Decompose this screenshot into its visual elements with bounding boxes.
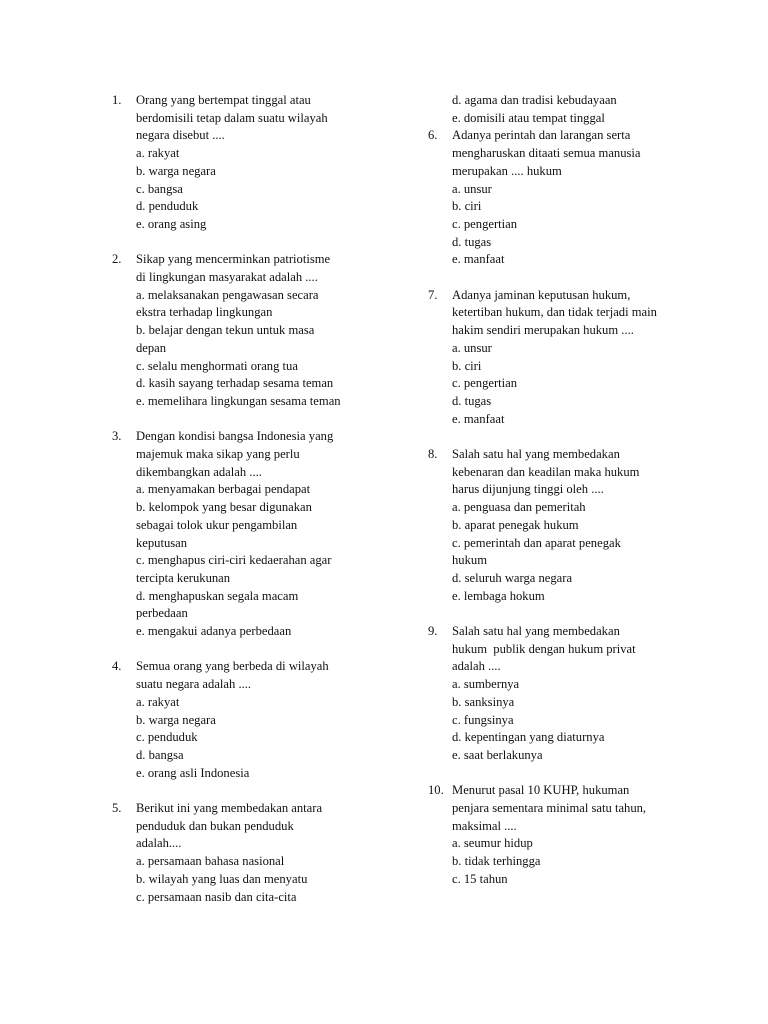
- question-text-line: hakim sendiri merupakan hukum ....: [452, 323, 634, 338]
- answer-option: d. bangsa: [136, 747, 184, 762]
- answer-option: d. kasih sayang terhadap sesama teman: [136, 376, 334, 391]
- question-number: 9.: [428, 624, 438, 639]
- answer-option: a. menyamakan berbagai pendapat: [136, 482, 311, 497]
- answer-option: c. 15 tahun: [452, 871, 508, 886]
- question-text-line: Berikut ini yang membedakan antara: [136, 801, 323, 816]
- question-6: [428, 127, 698, 269]
- answer-option: d. tugas: [452, 234, 492, 249]
- question-text-line: ketertiban hukum, dan tidak terjadi main: [452, 305, 657, 320]
- answer-option: e. saat berlakunya: [452, 747, 543, 762]
- question-number: 10.: [428, 783, 444, 798]
- answer-option: b. warga negara: [136, 712, 216, 727]
- answer-option: perbedaan: [136, 606, 188, 621]
- question-4: [112, 658, 382, 782]
- question-text-line: harus dijunjung tinggi oleh ....: [452, 482, 604, 497]
- answer-option: a. seumur hidup: [452, 836, 533, 851]
- answer-option: hukum: [452, 553, 487, 568]
- answer-option: c. bangsa: [136, 181, 183, 196]
- question-3: [112, 428, 382, 640]
- answer-option: e. orang asing: [136, 216, 207, 231]
- question-number: 1.: [112, 93, 122, 107]
- question-text-line: Salah satu hal yang membedakan: [452, 624, 620, 639]
- question-text-line: Semua orang yang berbeda di wilayah: [136, 659, 329, 674]
- answer-option: d. seluruh warga negara: [452, 570, 573, 585]
- answer-option: b. kelompok yang besar digunakan: [136, 500, 312, 515]
- question-text-line: merupakan .... hukum: [452, 163, 562, 178]
- answer-option: c. pengertian: [452, 376, 518, 391]
- answer-option: keputusan: [136, 535, 188, 550]
- answer-option: a. penguasa dan pemeritah: [452, 500, 586, 515]
- answer-option: a. unsur: [452, 181, 492, 196]
- answer-option: e. memelihara lingkungan sesama teman: [136, 393, 341, 408]
- answer-option: a. melaksanakan pengawasan secara: [136, 287, 319, 302]
- answer-option: a. unsur: [452, 340, 492, 355]
- answer-option: d. tugas: [452, 393, 492, 408]
- question-5: [112, 800, 382, 906]
- question-7: [428, 287, 698, 429]
- answer-option: b. aparat penegak hukum: [452, 517, 579, 532]
- left-column: [112, 92, 382, 906]
- question-9: [428, 623, 698, 765]
- question-text-line: Dengan kondisi bangsa Indonesia yang: [136, 429, 334, 444]
- answer-option: c. penduduk: [136, 730, 198, 745]
- question-number: 4.: [112, 659, 122, 674]
- question-number: 8.: [428, 447, 438, 462]
- question-text-line: hukum publik dengan hukum privat: [452, 641, 636, 656]
- question-text-line: maksimal ....: [452, 818, 517, 833]
- question-text-line: Salah satu hal yang membedakan: [452, 447, 620, 462]
- question-number: 3.: [112, 429, 122, 444]
- question-5-continued: [428, 92, 698, 127]
- answer-option: a. rakyat: [136, 146, 180, 161]
- answer-option: ekstra terhadap lingkungan: [136, 305, 273, 320]
- answer-option: e. mengakui adanya perbedaan: [136, 624, 292, 639]
- question-number: 6.: [428, 128, 438, 143]
- answer-option: depan: [136, 340, 167, 355]
- question-2: [112, 251, 382, 410]
- question-8: [428, 446, 698, 605]
- question-text-line: kebenaran dan keadilan maka hukum: [452, 464, 640, 479]
- answer-option: e. manfaat: [452, 411, 505, 426]
- question-text-line: di lingkungan masyarakat adalah ....: [136, 270, 318, 285]
- answer-option: b. wilayah yang luas dan menyatu: [136, 871, 308, 886]
- question-number: 2.: [112, 252, 122, 267]
- question-text-line: adalah ....: [452, 659, 501, 674]
- question-text-line: Menurut pasal 10 KUHP, hukuman: [452, 783, 630, 798]
- answer-option: d. agama dan tradisi kebudayaan: [452, 93, 617, 107]
- answer-option: b. tidak terhingga: [452, 854, 541, 869]
- question-text-line: dikembangkan adalah ....: [136, 464, 262, 479]
- question-10: [428, 782, 698, 888]
- question-text-line: majemuk maka sikap yang perlu: [136, 447, 300, 462]
- answer-option: b. ciri: [452, 199, 482, 214]
- answer-option: a. rakyat: [136, 694, 180, 709]
- answer-option: c. persamaan nasib dan cita-cita: [136, 889, 297, 904]
- question-text-line: mengharuskan ditaati semua manusia: [452, 146, 641, 161]
- answer-option: sebagai tolok ukur pengambilan: [136, 517, 298, 532]
- question-number: 5.: [112, 801, 122, 816]
- right-column: [428, 92, 698, 889]
- answer-option: b. sanksinya: [452, 694, 515, 709]
- answer-option: d. penduduk: [136, 199, 199, 214]
- answer-option: d. kepentingan yang diaturnya: [452, 730, 605, 745]
- answer-option: e. manfaat: [452, 252, 505, 267]
- answer-option: c. pemerintah dan aparat penegak: [452, 535, 621, 550]
- answer-option: b. ciri: [452, 358, 482, 373]
- answer-option: b. warga negara: [136, 163, 216, 178]
- question-text-line: suatu negara adalah ....: [136, 677, 252, 692]
- answer-option: e. domisili atau tempat tinggal: [452, 110, 605, 125]
- answer-option: c. selalu menghormati orang tua: [136, 358, 298, 373]
- answer-option: tercipta kerukunan: [136, 570, 231, 585]
- answer-option: a. sumbernya: [452, 677, 520, 692]
- question-text-line: Adanya jaminan keputusan hukum,: [452, 287, 631, 302]
- answer-option: c. fungsinya: [452, 712, 514, 727]
- question-text-line: penjara sementara minimal satu tahun,: [452, 801, 647, 816]
- answer-option: a. persamaan bahasa nasional: [136, 854, 285, 869]
- question-number: 7.: [428, 287, 438, 302]
- question-1: [112, 92, 382, 234]
- answer-option: b. belajar dengan tekun untuk masa: [136, 323, 315, 338]
- question-text-line: Adanya perintah dan larangan serta: [452, 128, 631, 143]
- question-text-line: Orang yang bertempat tinggal atau: [136, 93, 311, 107]
- question-text-line: berdomisili tetap dalam suatu wilayah: [136, 110, 328, 125]
- question-text-line: negara disebut ....: [136, 128, 225, 143]
- answer-option: e. orang asli Indonesia: [136, 765, 250, 780]
- question-text-line: adalah....: [136, 836, 182, 851]
- answer-option: d. menghapuskan segala macam: [136, 588, 299, 603]
- question-text-line: Sikap yang mencerminkan patriotisme: [136, 252, 331, 267]
- answer-option: c. menghapus ciri-ciri kedaerahan agar: [136, 553, 332, 568]
- answer-option: e. lembaga hokum: [452, 588, 545, 603]
- answer-option: c. pengertian: [452, 216, 518, 231]
- question-text-line: penduduk dan bukan penduduk: [136, 818, 294, 833]
